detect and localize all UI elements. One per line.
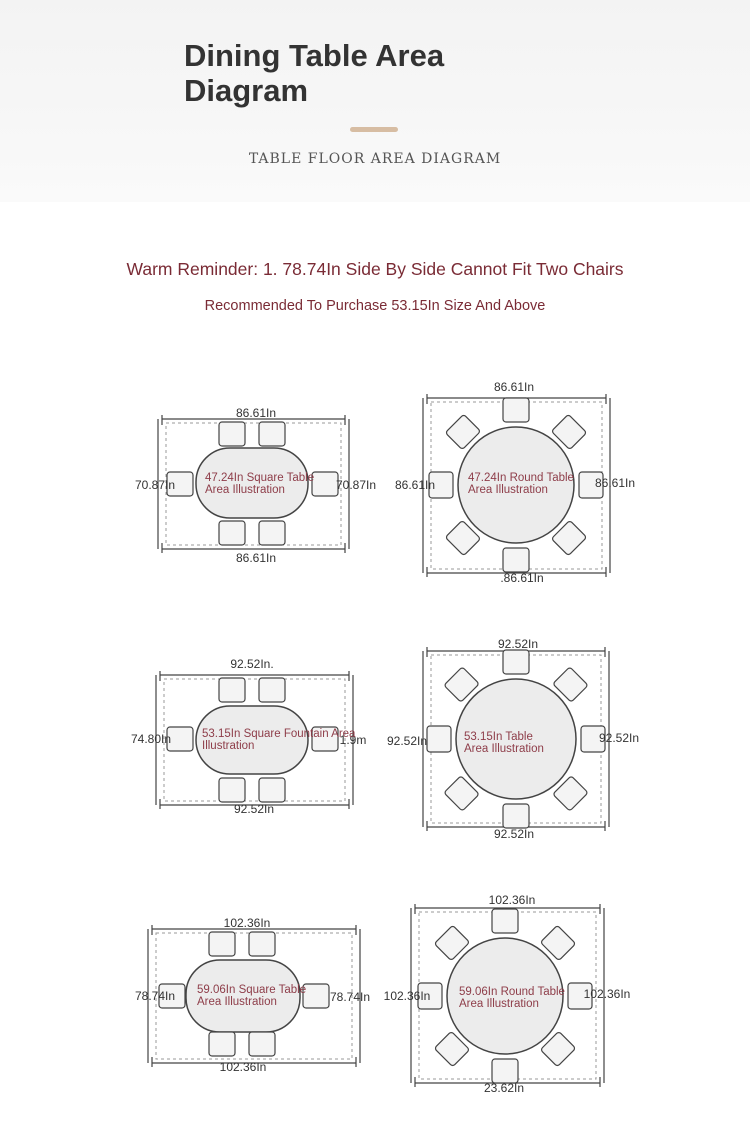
page-subtitle: TABLE FLOOR AREA DIAGRAM xyxy=(248,151,502,167)
chair-icon xyxy=(503,650,529,674)
chair-icon xyxy=(503,548,529,572)
dimension-left: 102.36In xyxy=(383,989,431,1003)
chair-icon xyxy=(427,726,451,752)
chair-seat xyxy=(219,521,245,545)
dimension-bottom: 86.61In xyxy=(235,551,277,565)
dimension-left: 74.80In xyxy=(130,732,172,746)
chair-seat xyxy=(219,678,245,702)
table-label: Area Illustration xyxy=(205,484,285,496)
dimension-top: 86.61In xyxy=(493,380,535,394)
square-table-diagram xyxy=(135,916,370,1074)
chair-seat xyxy=(219,422,245,446)
dimension-top: 102.36In xyxy=(223,916,271,930)
chair-seat xyxy=(503,650,529,674)
table-label: 47.24In Square Table xyxy=(205,472,315,484)
round-table-diagram xyxy=(395,380,635,585)
table-label: Area Illustration xyxy=(459,998,539,1010)
chair-icon xyxy=(219,678,245,702)
dimension-bottom: 102.36In xyxy=(219,1060,267,1074)
chair-icon xyxy=(259,422,285,446)
chair-seat xyxy=(427,726,451,752)
chair-seat xyxy=(219,778,245,802)
chair-icon xyxy=(259,778,285,802)
dimension-right: 70.87In xyxy=(335,478,377,492)
chair-seat xyxy=(492,1059,518,1083)
dimension-right: 1.9m xyxy=(339,733,367,747)
dimension-bottom: 92.52In xyxy=(493,827,535,841)
table-label: 53.15In Square Fountain Area xyxy=(202,728,356,740)
chair-seat xyxy=(259,521,285,545)
table-label: Area Illustration xyxy=(468,484,548,496)
table-label: 59.06In Square Table xyxy=(197,984,307,996)
chair-seat xyxy=(259,678,285,702)
round-table-diagram xyxy=(387,637,639,841)
dimension-left: 86.61In xyxy=(394,478,436,492)
table-label: 59.06In Round Table xyxy=(459,986,565,998)
chair-seat xyxy=(209,1032,235,1056)
chair-seat xyxy=(503,548,529,572)
table-label: 47.24In Round Table xyxy=(468,472,574,484)
chair-icon xyxy=(492,1059,518,1083)
chair-icon xyxy=(259,678,285,702)
chair-icon xyxy=(492,909,518,933)
table-label: Illustration xyxy=(202,740,255,752)
chair-seat xyxy=(249,932,275,956)
chair-icon xyxy=(503,804,529,828)
dimension-left: 70.87In xyxy=(134,478,176,492)
dimension-left: 92.52In xyxy=(386,734,428,748)
dimension-top: 86.61In xyxy=(235,406,277,420)
dimension-right: 102.36In xyxy=(583,987,631,1001)
dimension-bottom: 23.62In xyxy=(483,1081,525,1095)
chair-icon xyxy=(303,984,329,1008)
dimension-bottom: 92.52In xyxy=(233,802,275,816)
dimension-left: 78.74In xyxy=(134,989,176,1003)
chair-icon xyxy=(249,1032,275,1056)
table-label: 53.15In Table xyxy=(464,731,533,743)
chair-icon xyxy=(219,422,245,446)
chair-seat xyxy=(303,984,329,1008)
chair-seat xyxy=(503,398,529,422)
dimension-top: 92.52In. xyxy=(230,657,274,671)
square-table-diagram xyxy=(131,657,366,816)
chair-icon xyxy=(219,778,245,802)
chair-seat xyxy=(259,778,285,802)
round-table-diagram xyxy=(384,893,631,1095)
table-label: Area Illustration xyxy=(197,996,277,1008)
dimension-right: 78.74In xyxy=(329,990,371,1004)
square-table-diagram xyxy=(135,406,376,565)
chair-icon xyxy=(209,932,235,956)
table-label: Area Illustration xyxy=(464,743,544,755)
warm-reminder: Warm Reminder: 1. 78.74In Side By Side Cannot Fit Two Chairs xyxy=(126,259,624,279)
chair-seat xyxy=(259,422,285,446)
chair-icon xyxy=(259,521,285,545)
dimension-right: 86.61In xyxy=(594,476,636,490)
size-recommendation: Recommended To Purchase 53.15In Size And Above xyxy=(204,298,546,314)
chair-icon xyxy=(219,521,245,545)
chair-icon xyxy=(209,1032,235,1056)
page-title: Dining Table Area Diagram xyxy=(184,38,445,108)
chair-seat xyxy=(209,932,235,956)
chair-icon xyxy=(249,932,275,956)
dimension-top: 92.52In xyxy=(497,637,539,651)
chair-seat xyxy=(312,472,338,496)
chair-icon xyxy=(503,398,529,422)
chair-seat xyxy=(492,909,518,933)
dimension-right: 92.52In xyxy=(598,731,640,745)
chair-icon xyxy=(312,472,338,496)
chair-seat xyxy=(249,1032,275,1056)
dimension-top: 102.36In xyxy=(488,893,536,907)
dimension-bottom: .86.61In xyxy=(500,571,544,585)
chair-seat xyxy=(503,804,529,828)
